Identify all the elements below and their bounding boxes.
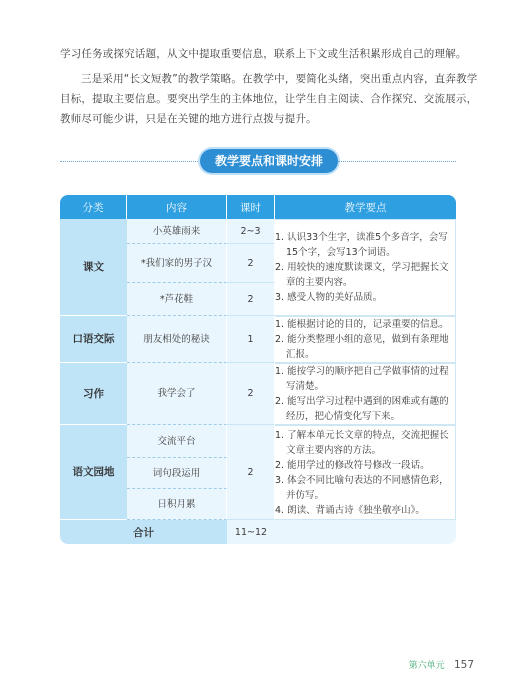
section-divider-right	[338, 161, 456, 162]
category-cell: 课文	[60, 219, 127, 316]
content-cell: 交流平台	[127, 425, 227, 458]
section-divider-left	[60, 161, 200, 162]
content-cell: 词句段运用	[127, 458, 227, 489]
category-cell: 口语交际	[60, 316, 127, 363]
intro-paragraph-2: 三是采用“长文短教”的教学策略。在教学中，要简化头绪，突出重点内容，直奔教学目标，提取主要信息。要突出学生的主体地位，让学生自主阅读、合作探究、交流展示，教师尽可能少讲，只是在关键的地方进行点拨与提升。	[60, 73, 478, 125]
teaching-point: 2. 能写出学习过程中遇到的困难或有趣的经历，把心情变化写下来。	[275, 396, 449, 422]
header-hours: 课时	[227, 195, 275, 219]
total-empty-cell	[275, 520, 456, 544]
total-row	[60, 520, 456, 544]
teaching-point: 1. 了解本单元长文章的特点，交流把握长文章主要内容的方法。	[275, 429, 449, 456]
teaching-point: 3. 感受人物的美好品质。	[275, 292, 383, 303]
table-header-row	[60, 195, 456, 219]
hours-cell: 2	[227, 363, 275, 425]
hours-cell: 2	[227, 425, 275, 520]
teaching-point: 2. 能分类整理小组的意见，做到有条理地汇报。	[275, 334, 449, 360]
table-row	[60, 363, 456, 425]
total-hours: 11~12	[227, 520, 275, 544]
points-cell	[275, 363, 456, 425]
content-cell: 我学会了	[127, 363, 227, 425]
content-cell: 小英雄雨来	[127, 219, 227, 244]
table-row	[60, 219, 456, 244]
table-row	[60, 316, 456, 363]
intro-paragraph-1: 学习任务或探究话题，从文中提取重要信息，联系上下文或生活积累形成自己的理解。	[60, 48, 467, 60]
teaching-point: 3. 体会不同比喻句表达的不同感情色彩，并仿写。	[275, 474, 449, 501]
teaching-plan-table	[60, 195, 456, 544]
teaching-point: 2. 用较快的速度默读课文，学习把握长文章的主要内容。	[275, 262, 449, 288]
category-cell: 语文园地	[60, 425, 127, 520]
points-cell	[275, 219, 456, 316]
hours-cell: 2	[227, 283, 275, 316]
points-cell	[275, 316, 456, 363]
table-row	[60, 425, 456, 458]
points-cell	[275, 425, 456, 520]
category-cell: 习作	[60, 363, 127, 425]
teaching-point: 2. 能用学过的修改符号修改一段话。	[275, 459, 430, 471]
hours-cell: 2~3	[227, 219, 275, 244]
header-category: 分类	[60, 195, 127, 219]
page-footer	[409, 658, 474, 671]
content-cell: *我们家的男子汉	[127, 244, 227, 283]
hours-cell: 1	[227, 316, 275, 363]
content-cell: 朋友相处的秘诀	[127, 316, 227, 363]
header-points: 教学要点	[275, 195, 456, 219]
header-content: 内容	[127, 195, 227, 219]
teaching-point: 1. 能按学习的顺序把自己学做事情的过程写清楚。	[275, 366, 449, 392]
total-label: 合计	[60, 520, 227, 544]
teaching-point: 4. 朗读、背诵古诗《独坐敬亭山》。	[275, 504, 425, 516]
teaching-point: 1. 认识33个生字，读准5个多音字，会写15个字，会写13个词语。	[275, 232, 448, 258]
section-title: 教学要点和课时安排	[200, 149, 338, 173]
content-cell: *芦花鞋	[127, 283, 227, 316]
unit-label: 第六单元	[408, 661, 445, 671]
page-number: 157	[453, 659, 474, 671]
content-cell: 日积月累	[127, 489, 227, 520]
teaching-point: 1. 能根据讨论的目的，记录重要的信息。	[275, 319, 449, 330]
hours-cell: 2	[227, 244, 275, 283]
